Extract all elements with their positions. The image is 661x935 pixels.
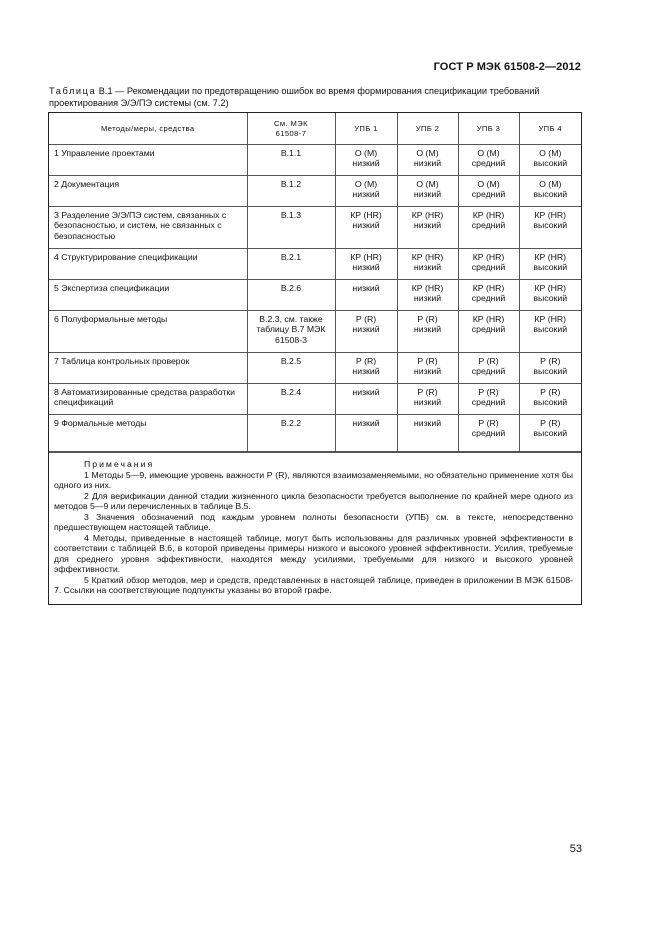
sil3-cell: О (М) средний xyxy=(458,145,519,176)
table-frame xyxy=(48,112,582,605)
column-header-sil4: УПБ 4 xyxy=(519,113,581,145)
sil4-cell: КР (HR) высокий xyxy=(519,280,581,311)
sil4-cell: О (М) высокий xyxy=(519,176,581,207)
sil2-cell: О (М) низкий xyxy=(397,176,458,207)
ref-cell: B.1.3 xyxy=(247,207,335,249)
sil3-cell: Р (R) средний xyxy=(458,384,519,415)
sil1-cell: низкий xyxy=(335,384,397,415)
sil2-cell: Р (R) низкий xyxy=(397,384,458,415)
sil3-cell: КР (HR) средний xyxy=(458,207,519,249)
method-cell: 4 Структурирование спецификации xyxy=(49,249,247,280)
table-caption xyxy=(49,86,589,109)
method-cell: 2 Документация xyxy=(49,176,247,207)
sil1-cell: КР (HR) низкий xyxy=(335,207,397,249)
table-row xyxy=(49,176,581,207)
table-row xyxy=(49,280,581,311)
sil1-cell: Р (R) низкий xyxy=(335,311,397,353)
method-cell: 8 Автоматизированные средства разработки спецификаций xyxy=(49,384,247,415)
table-row xyxy=(49,145,581,176)
ref-cell: B.2.5 xyxy=(247,353,335,384)
standard-designation: ГОСТ Р МЭК 61508-2—2012 xyxy=(433,61,581,73)
ref-cell: B.2.2 xyxy=(247,415,335,452)
caption-text: B.1 — Рекомендации по предотвращению ошибок во время формирования спецификации требований проектирования Э/Э/ПЭ системы (см. 7.2) xyxy=(49,86,540,108)
note-item: 3 Значения обозначений под каждым уровнем полноты безопасности (УПБ) см. в тексте, непосредственно предшествующем настоящей таблице. xyxy=(54,511,573,532)
sil2-cell: О (М) низкий xyxy=(397,145,458,176)
table-row xyxy=(49,384,581,415)
sil2-cell: КР (HR) низкий xyxy=(397,249,458,280)
sil1-cell: О (М) низкий xyxy=(335,176,397,207)
table-notes xyxy=(49,452,581,604)
sil2-cell: Р (R) низкий xyxy=(397,311,458,353)
sil2-cell: КР (HR) низкий xyxy=(397,207,458,249)
table-row xyxy=(49,353,581,384)
note-item: 1 Методы 5—9, имеющие уровень важности Р (R), являются взаимозаменяемыми, но обязательно применение хотя бы одного из них. xyxy=(54,469,573,490)
ref-cell: B.2.3, см. также таблицу B.7 МЭК 61508-3 xyxy=(247,311,335,353)
sil3-cell: Р (R) средний xyxy=(458,415,519,452)
ref-cell: B.2.6 xyxy=(247,280,335,311)
caption-label: Таблица xyxy=(49,86,97,96)
note-item: 4 Методы, приведенные в настоящей таблице, могут быть использованы для различных уровней эффективности в соответствии с таблицей B.6, в которой приведены примеры низкого и высокого уровней эффективности. Усилия, требуемые для среднего уровня эффективности, находятся между усилиями, требуемыми для низкого и высокого уровней эффективности. xyxy=(54,532,573,574)
sil3-cell: О (М) средний xyxy=(458,176,519,207)
column-header-sil1: УПБ 1 xyxy=(335,113,397,145)
sil3-cell: КР (HR) средний xyxy=(458,249,519,280)
method-cell: 1 Управление проектами xyxy=(49,145,247,176)
method-cell: 6 Полуформальные методы xyxy=(49,311,247,353)
sil3-cell: КР (HR) средний xyxy=(458,311,519,353)
table-row xyxy=(49,249,581,280)
sil2-cell: КР (HR) низкий xyxy=(397,280,458,311)
sil4-cell: КР (HR) высокий xyxy=(519,249,581,280)
sil4-cell: Р (R) высокий xyxy=(519,353,581,384)
table-row xyxy=(49,415,581,452)
sil1-cell: КР (HR) низкий xyxy=(335,249,397,280)
sil4-cell: О (М) высокий xyxy=(519,145,581,176)
table-body xyxy=(49,145,581,452)
method-cell: 7 Таблица контрольных проверок xyxy=(49,353,247,384)
sil1-cell: низкий xyxy=(335,415,397,452)
ref-cell: B.1.2 xyxy=(247,176,335,207)
sil3-cell: КР (HR) средний xyxy=(458,280,519,311)
method-cell: 5 Экспертиза спецификации xyxy=(49,280,247,311)
sil3-cell: Р (R) средний xyxy=(458,353,519,384)
sil4-cell: КР (HR) высокий xyxy=(519,311,581,353)
sil4-cell: КР (HR) высокий xyxy=(519,207,581,249)
note-item: 2 Для верификации данной стадии жизненного цикла безопасности требуется выполнение по крайней мере одного из методов 5—9 или перечисленных в таблице B.5. xyxy=(54,490,573,511)
recommendations-table xyxy=(49,113,581,452)
table-row xyxy=(49,311,581,353)
table-header-row xyxy=(49,113,581,145)
notes-heading: Примечания xyxy=(84,459,155,469)
column-header-ref: См. МЭК 61508-7 xyxy=(247,113,335,145)
sil1-cell: низкий xyxy=(335,280,397,311)
column-header-sil2: УПБ 2 xyxy=(397,113,458,145)
ref-cell: B.1.1 xyxy=(247,145,335,176)
sil2-cell: Р (R) низкий xyxy=(397,353,458,384)
ref-cell: B.2.4 xyxy=(247,384,335,415)
sil4-cell: Р (R) высокий xyxy=(519,384,581,415)
page-number: 53 xyxy=(569,843,582,855)
table-row xyxy=(49,207,581,249)
sil4-cell: Р (R) высокий xyxy=(519,415,581,452)
method-cell: 9 Формальные методы xyxy=(49,415,247,452)
sil1-cell: О (М) низкий xyxy=(335,145,397,176)
note-item: 5 Краткий обзор методов, мер и средств, представленных в настоящей таблице, приведен в приложении B МЭК 61508-7. Ссылки на соответствующие подпункты указаны во второй графе. xyxy=(54,574,573,595)
column-header-sil3: УПБ 3 xyxy=(458,113,519,145)
method-cell: 3 Разделение Э/Э/ПЭ систем, связанных с безопасностью, и систем, не связанных с безопасностью xyxy=(49,207,247,249)
sil2-cell: низкий xyxy=(397,415,458,452)
ref-cell: B.2.1 xyxy=(247,249,335,280)
column-header-methods: Методы/меры, средства xyxy=(49,113,247,145)
sil1-cell: Р (R) низкий xyxy=(335,353,397,384)
